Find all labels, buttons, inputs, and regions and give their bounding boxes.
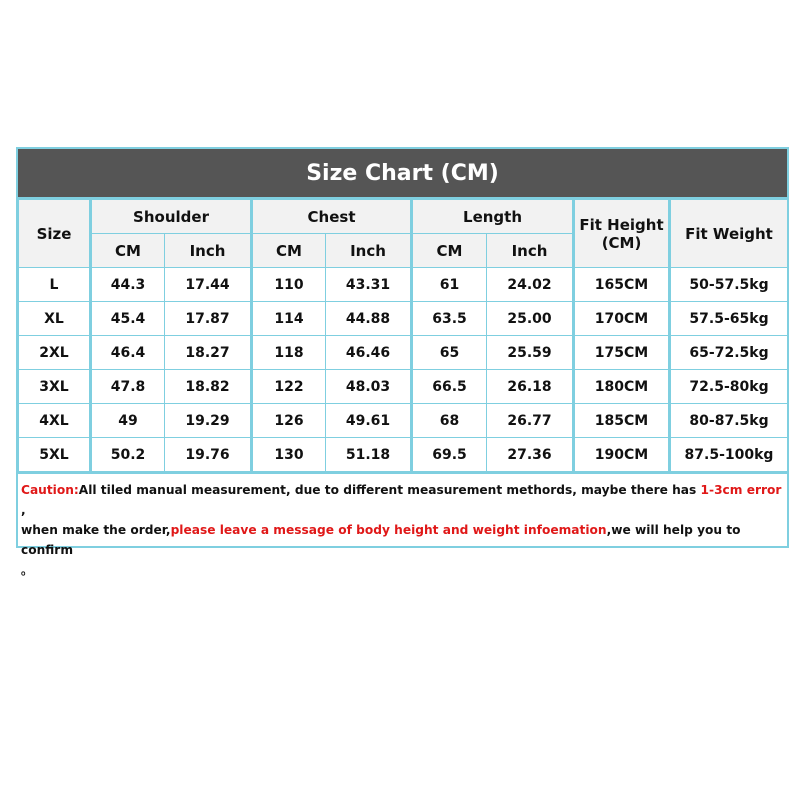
cell-shoulder-cm: 47.8 (91, 370, 165, 404)
cell-shoulder-inch: 19.29 (165, 404, 252, 438)
cell-fit-weight: 65-72.5kg (670, 336, 788, 370)
cell-chest-cm: 126 (252, 404, 326, 438)
cell-fit-weight: 50-57.5kg (670, 268, 788, 302)
cell-length-cm: 68 (412, 404, 487, 438)
cell-chest-inch: 43.31 (326, 268, 412, 302)
size-table (18, 199, 788, 472)
table-row (19, 370, 788, 404)
caution-end: 。 (21, 563, 34, 577)
caution-text-4: ,we will help you to confirm (21, 523, 741, 557)
header-chest: Chest (252, 200, 412, 234)
size-chart (16, 147, 789, 577)
cell-shoulder-inch: 19.76 (165, 438, 252, 472)
cell-chest-inch: 46.46 (326, 336, 412, 370)
caution-error-range: 1-3cm error (700, 483, 782, 497)
cell-length-inch: 25.59 (487, 336, 574, 370)
cell-length-cm: 61 (412, 268, 487, 302)
cell-fit-height: 180CM (574, 370, 670, 404)
cell-length-cm: 65 (412, 336, 487, 370)
header-fit-height-line2: (CM) (601, 233, 642, 252)
header-fit-weight: Fit Weight (670, 200, 788, 268)
chart-title: Size Chart (CM) (18, 149, 787, 199)
table-row (19, 336, 788, 370)
subheader-chest-inch: Inch (326, 234, 412, 268)
cell-length-inch: 24.02 (487, 268, 574, 302)
header-length: Length (412, 200, 574, 234)
cell-length-inch: 26.77 (487, 404, 574, 438)
header-fit-height-line1: Fit Height (579, 215, 664, 234)
subheader-length-cm: CM (412, 234, 487, 268)
caution-text-2: , (21, 503, 26, 517)
cell-chest-cm: 118 (252, 336, 326, 370)
cell-fit-weight: 57.5-65kg (670, 302, 788, 336)
cell-size: XL (19, 302, 91, 336)
cell-shoulder-cm: 44.3 (91, 268, 165, 302)
cell-fit-height: 185CM (574, 404, 670, 438)
table-row (19, 268, 788, 302)
cell-fit-weight: 80-87.5kg (670, 404, 788, 438)
cell-chest-cm: 114 (252, 302, 326, 336)
cell-chest-inch: 48.03 (326, 370, 412, 404)
cell-length-inch: 26.18 (487, 370, 574, 404)
caution-label: Caution: (21, 483, 79, 497)
header-shoulder: Shoulder (91, 200, 252, 234)
table-row (19, 302, 788, 336)
cell-fit-height: 190CM (574, 438, 670, 472)
subheader-shoulder-cm: CM (91, 234, 165, 268)
cell-shoulder-inch: 18.82 (165, 370, 252, 404)
cell-shoulder-inch: 18.27 (165, 336, 252, 370)
cell-fit-height: 175CM (574, 336, 670, 370)
cell-chest-cm: 110 (252, 268, 326, 302)
cell-shoulder-cm: 50.2 (91, 438, 165, 472)
cell-size: 5XL (19, 438, 91, 472)
cell-chest-cm: 122 (252, 370, 326, 404)
cell-size: L (19, 268, 91, 302)
cell-shoulder-cm: 45.4 (91, 302, 165, 336)
cell-length-cm: 69.5 (412, 438, 487, 472)
caution-text-3: when make the order, (21, 523, 171, 537)
cell-fit-height: 170CM (574, 302, 670, 336)
cell-chest-inch: 44.88 (326, 302, 412, 336)
cell-shoulder-cm: 46.4 (91, 336, 165, 370)
cell-fit-weight: 72.5-80kg (670, 370, 788, 404)
table-row (19, 438, 788, 472)
cell-size: 2XL (19, 336, 91, 370)
subheader-chest-cm: CM (252, 234, 326, 268)
cell-chest-cm: 130 (252, 438, 326, 472)
cell-shoulder-inch: 17.44 (165, 268, 252, 302)
header-fit-height (574, 200, 670, 268)
cell-fit-height: 165CM (574, 268, 670, 302)
cell-length-cm: 63.5 (412, 302, 487, 336)
caution-note (18, 472, 787, 577)
cell-chest-inch: 51.18 (326, 438, 412, 472)
caution-highlight: please leave a message of body height and weight infoemation (170, 523, 607, 537)
cell-size: 4XL (19, 404, 91, 438)
subheader-shoulder-inch: Inch (165, 234, 252, 268)
cell-length-cm: 66.5 (412, 370, 487, 404)
header-size: Size (19, 200, 91, 268)
cell-length-inch: 25.00 (487, 302, 574, 336)
cell-size: 3XL (19, 370, 91, 404)
cell-chest-inch: 49.61 (326, 404, 412, 438)
subheader-length-inch: Inch (487, 234, 574, 268)
table-row (19, 404, 788, 438)
cell-shoulder-cm: 49 (91, 404, 165, 438)
cell-shoulder-inch: 17.87 (165, 302, 252, 336)
cell-fit-weight: 87.5-100kg (670, 438, 788, 472)
caution-text-1: All tiled manual measurement, due to different measurement methords, maybe there has (78, 483, 701, 497)
cell-length-inch: 27.36 (487, 438, 574, 472)
